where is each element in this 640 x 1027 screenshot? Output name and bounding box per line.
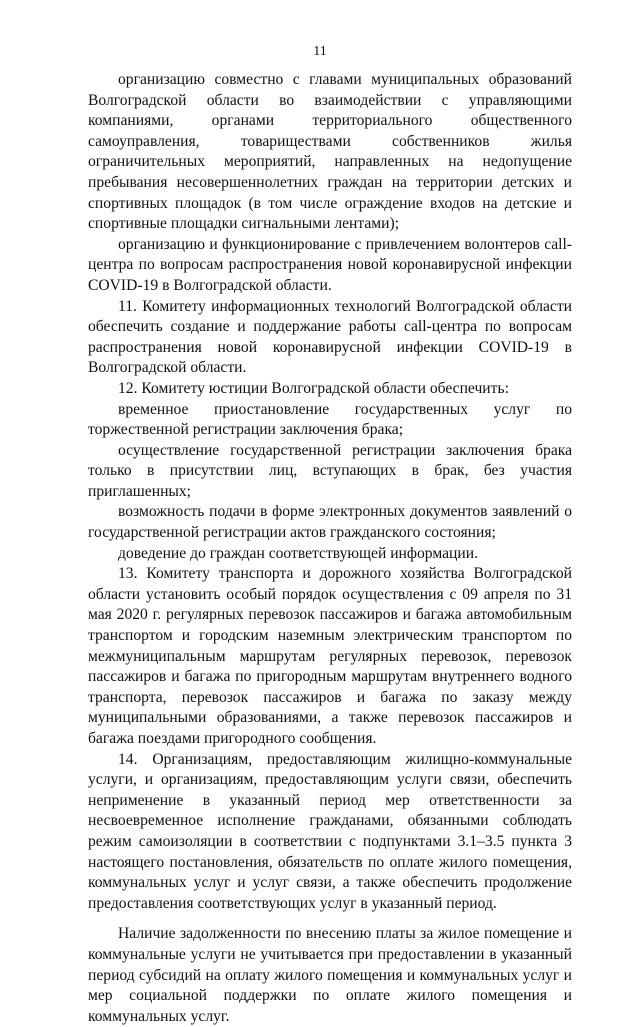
- document-body: [88, 70, 572, 1027]
- paragraph: доведение до граждан соответствующей информации.: [118, 544, 478, 562]
- paragraph: организацию и функционирование с привлечением волонтеров call-центра по вопросам распространения новой коронавирусной инфекции COVID-19 в Волгоградской области.: [88, 235, 572, 294]
- paragraph: Наличие задолженности по внесению платы за жилое помещение и коммунальные услуги не учитывается при предоставлении в указанный период субсидий на оплату жилого помещения и коммунальных услуг и мер социальной поддержки по оплате жилого помещения и коммунальных услуг.: [88, 925, 572, 1025]
- paragraph-item-13: 13. Комитету транспорта и дорожного хозяйства Волгоградской области установить особый порядок осуществления с 09 апреля по 31 мая 2020 г. регулярных перевозок пассажиров и багажа автомобильным транспортом и городским наземным электрическим транспортом по межмуниципальным маршрутам регулярных перевозок, перевозок пассажиров и багажа по пригородным маршрутам внутреннего водного транспорта, перевозок пассажиров и багажа по заказу между муниципальными образованиями, а также перевозок пассажиров и багажа поездами пригородного сообщения.: [88, 565, 572, 747]
- paragraph-item-11: 11. Комитету информационных технологий Волгоградской области обеспечить создание и поддержание работы call-центра по вопросам распространения новой коронавирусной инфекции COVID-19 в Волгоградской области.: [88, 297, 572, 377]
- paragraph-item-12: 12. Комитету юстиции Волгоградской области обеспечить:: [118, 379, 509, 397]
- paragraph: осуществление государственной регистрации заключения брака только в присутствии лиц, вступающих в брак, без участия приглашенных;: [88, 441, 572, 500]
- paragraph-item-14: 14. Организациям, предоставляющим жилищно-коммунальные услуги, и организациям, предоставляющим услуги связи, обеспечить неприменение в указанный период мер ответственности за несвоевременное исполнение гражданами, обязанными соблюдать режим самоизоляции в соответствии с подпунктами 3.1–3.5 пункта 3 настоящего постановления, обязательств по оплате жилого помещения, коммунальных услуг и услуг связи, а также обеспечить продолжение предоставления соответствующих услуг в указанный период.: [88, 750, 572, 912]
- paragraph: организацию совместно с главами муниципальных образований Волгоградской области во взаимодействии с управляющими компаниями, органами территориального общественного самоуправления, товариществами собственников жилья ограничительных мероприятий, направленных на недопущение пребывания несовершеннолетних граждан на территории детских и спортивных площадок (в том числе ограждение входов на детские и спортивные площадки сигнальными лентами);: [88, 71, 572, 233]
- paragraph: возможность подачи в форме электронных документов заявлений о государственной регистрации актов гражданского состояния;: [88, 503, 572, 542]
- page-number: 11: [313, 44, 327, 59]
- paragraph: временное приостановление государственных услуг по торжественной регистрации заключения брака;: [88, 400, 572, 439]
